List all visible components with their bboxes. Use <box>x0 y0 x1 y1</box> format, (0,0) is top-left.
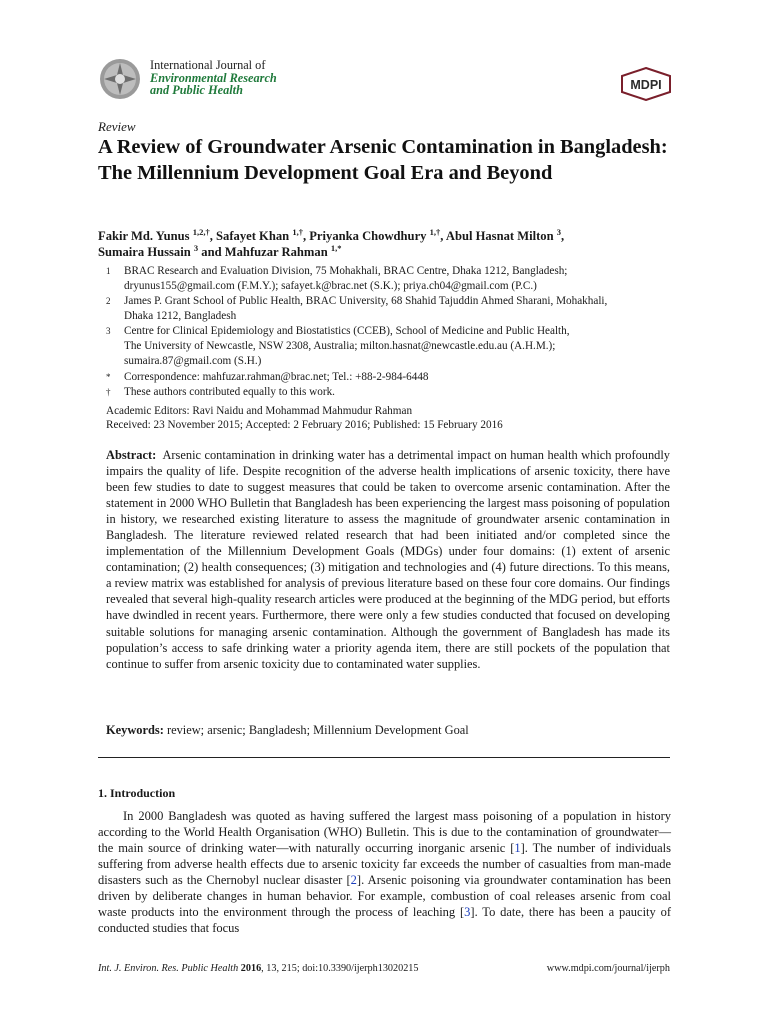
affiliation-line: Centre for Clinical Epidemiology and Biostatistics (CCEB), School of Medicine and Public Health, <box>124 325 570 337</box>
introduction-paragraph <box>98 808 671 936</box>
author-line-2: Sumaira Hussain $^3$ and Mahfuzar Rahman $^{1,*}$ <box>98 242 342 259</box>
footer-doi: , 13, 215; doi:10.3390/ijerph13020215 <box>261 963 419 974</box>
affiliation-mark: 2 <box>106 296 111 306</box>
journal-name-line2: Environmental Research <box>150 70 277 85</box>
citation-link[interactable]: 3 <box>464 905 471 920</box>
academic-editors: Academic Editors: Ravi Naidu and Mohammad Mahmudur Rahman <box>106 405 413 417</box>
journal-name <box>150 59 277 97</box>
article-dates: Received: 23 November 2015; Accepted: 2 February 2016; Published: 15 February 2016 <box>106 419 503 431</box>
affiliation-line: sumaira.87@gmail.com (S.H.) <box>124 355 262 368</box>
author-line-1: Fakir Md. Yunus $^{1,2,\dagger}$, Safayet Khan $^{1,\dagger}$, Priyanka Chowdhury $^{1,\dagger}$, Abul Hasnat Milton $^3$, <box>98 227 565 243</box>
author-list <box>98 229 678 260</box>
author-name: Fakir Md. Yunus <box>98 229 190 243</box>
affiliation-line: BRAC Research and Evaluation Division, 75 Mohakhali, BRAC Centre, Dhaka 1212, Bangladesh; <box>124 265 568 277</box>
affiliation-line: dryunus155@gmail.com (F.M.Y.); safayet.k@brac.net (S.K.); priya.ch04@gmail.com (P.C.) <box>124 280 537 293</box>
author-affiliation-marks: 1,2,† <box>192 227 210 237</box>
introduction-text: ]. Arsenic poisoning via groundwater contamination has been driven by deliberate changes in human behavior. For example, combustion of coal releases arsenic from coal waste products into the environment through the process of leaching [ <box>98 873 671 920</box>
article-type: Review <box>98 119 136 134</box>
journal-name-line1: International Journal of <box>150 58 266 72</box>
keywords <box>106 723 469 738</box>
footer-journal-url[interactable]: www.mdpi.com/journal/ijerph <box>546 963 670 974</box>
affiliation-text <box>124 294 676 324</box>
author-name: Priyanka Chowdhury <box>309 229 427 243</box>
affiliation-mark: 1 <box>106 266 111 276</box>
journal-logo-icon <box>98 57 142 101</box>
journal-name-line3: and Public Health <box>150 83 243 97</box>
abstract-label: Abstract: <box>106 448 157 462</box>
citation-link[interactable]: 2 <box>350 873 357 888</box>
footer-journal: Int. J. Environ. Res. Public Health <box>98 963 239 974</box>
mdpi-logo-text: MDPI <box>630 78 662 92</box>
affiliation-mark: 3 <box>106 326 111 336</box>
mdpi-logo-icon <box>619 67 673 101</box>
footer-year: 2016 <box>240 963 262 974</box>
author-affiliation-marks: 1,† <box>292 227 303 237</box>
author-name: Sumaira Hussain <box>98 244 191 259</box>
affiliation-line: James P. Grant School of Public Health, BRAC University, 68 Shahid Tajuddin Ahmed Sharani, Mohakhali, <box>124 295 608 307</box>
affiliation-mark: † <box>106 387 111 397</box>
citation-link[interactable]: 1 <box>514 841 521 856</box>
author-affiliation-marks: 3 <box>556 227 562 237</box>
affiliation-text <box>124 370 676 385</box>
abstract-text: Arsenic contamination in drinking water has a detrimental impact on human health which profoundly impairs the quality of life. Despite recognition of the adverse health implications of arsenic toxicity, there have been few studies to date to suggest measures that could be taken to overcome arsenic contamination. After the statement in 2000 WHO Bulletin that Bangladesh has been experiencing the largest mass poisoning of population in history, we researched existing literature to assess the magnitude of groundwater arsenic contamination in Bangladesh. The literature reviewed related research that had been initiated and/or completed since the implementation of the Millennium Development Goals (MDGs) under four domains: (1) extent of arsenic contamination; (2) health consequences; (3) mitigation and technologies and (4) future directions. To this means, a review matrix was established for analysis of previous literature based on these four core domains. Our findings revealed that several high-quality research articles were produced at the beginning of the MDG period, but efforts have dwindled in recent years. Furthermore, there were only a few studies conducted that focused on developing suitable solutions for managing arsenic contamination. Although the government of Bangladesh has made its population’s access to safe drinking water a priority agenda item, there are still pockets of the population that continue to suffer from arsenic toxicity due to contaminated water supplies. <box>106 448 670 671</box>
author-affiliation-marks: 1,* <box>330 242 342 253</box>
article-title: A Review of Groundwater Arsenic Contamination in Bangladesh: The Millennium Development Goal Era and Beyond <box>98 136 668 184</box>
affiliation-line: The University of Newcastle, NSW 2308, Australia; milton.hasnat@newcastle.edu.au (A.H.M.); <box>124 340 556 353</box>
footer-citation <box>98 963 419 974</box>
introduction-text: ]. To date, there has been a paucity of conducted studies that focus <box>98 905 671 936</box>
author-affiliation-marks: 3 <box>193 242 199 253</box>
author-name: Abul Hasnat Milton <box>445 229 554 243</box>
introduction-text: ]. The number of individuals suffering from adverse health effects due to arsenic toxicity far exceeds the number of casualties from man-made disasters such as the Chernobyl nuclear disaster [ <box>98 841 671 888</box>
affiliation-line: These authors contributed equally to this work. <box>124 386 335 398</box>
section-heading-introduction: 1. Introduction <box>98 786 176 800</box>
affiliation-text <box>124 385 676 400</box>
affiliation-text <box>124 324 676 370</box>
keywords-label: Keywords: <box>106 723 164 737</box>
abstract <box>106 447 670 672</box>
keywords-text: review; arsenic; Bangladesh; Millennium Development Goal <box>166 723 469 737</box>
introduction-text: In 2000 Bangladesh was quoted as having suffered the largest mass poisoning of a population in history according to the World Health Organisation (WHO) Bulletin. This is due to the contamination of groundwater—the main source of drinking water—with naturally occurring inorganic arsenic [ <box>98 809 671 856</box>
author-affiliation-marks: 1,† <box>429 227 441 237</box>
author-name: Mahfuzar Rahman <box>224 244 328 259</box>
affiliation-mark: * <box>106 372 111 382</box>
affiliation-line: Dhaka 1212, Bangladesh <box>124 310 237 323</box>
affiliation-text <box>124 264 676 294</box>
author-name: Safayet Khan <box>216 229 290 243</box>
section-divider <box>98 757 670 758</box>
affiliation-line: Correspondence: mahfuzar.rahman@brac.net; Tel.: +88-2-984-6448 <box>124 371 429 383</box>
